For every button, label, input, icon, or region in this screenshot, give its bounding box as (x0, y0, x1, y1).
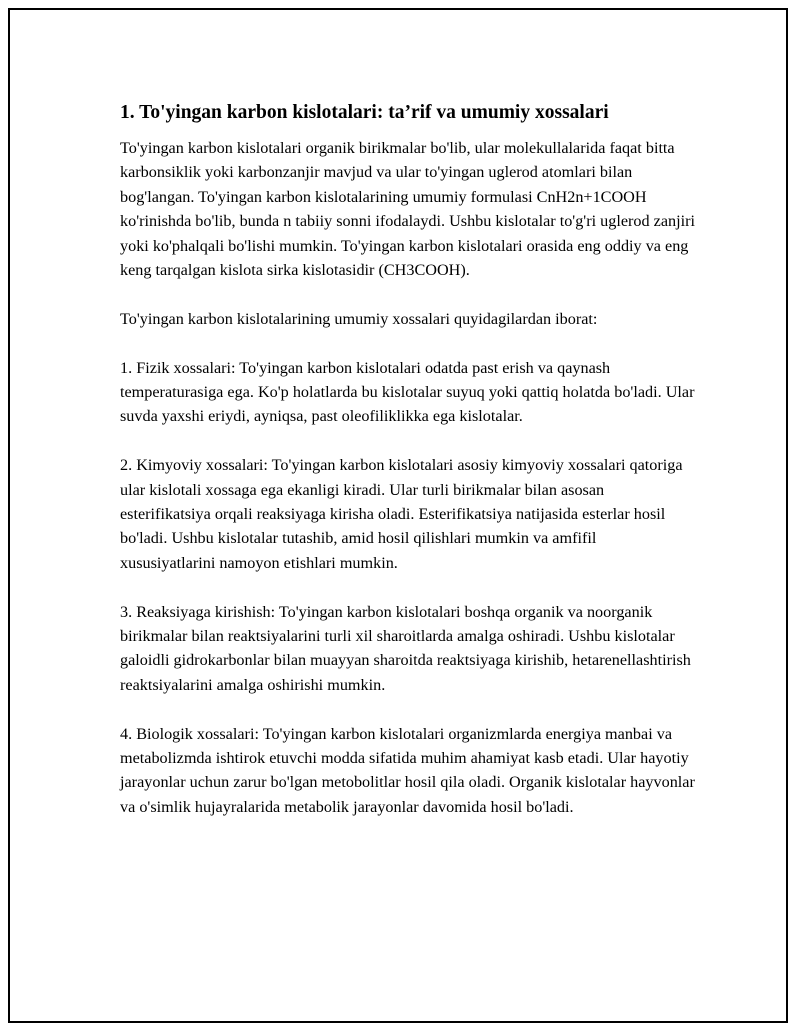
biological-properties-paragraph: 4. Biologik xossalari: To'yingan karbon kislotalari organizmlarda energiya manbai va metabolizmda ishtirok etuvchi modda sifatida muhim ahamiyat kasb etadi. Ular hayotiy jarayonlar uchun zarur bo'lgan metobolitlar hosil qila oladi. Organik kislotalar hayvonlar va o'simlik hujayralarida metabolik jarayonlar davomida hosil bo'ladi. (120, 724, 695, 816)
reactivity-paragraph: 3. Reaksiyaga kirishish: To'yingan karbon kislotalari boshqa organik va noorganik birikmalar bilan reaktsiyalarini turli xil sharoitlarda amalga oshiradi. Ushbu kislotalar galoidli gidrokarbonlar bilan muayyan sharoitda reaktsiyaga kirishib, hetarenellashtirish reaktsiyalarini amalga oshirishi mumkin. (120, 602, 691, 694)
chemical-properties-paragraph: 2. Kimyoviy xossalari: To'yingan karbon kislotalari asosiy kimyoviy xossalari qatoriga ular kislotali xossaga ega ekanligi kiradi. Ular turli birikmalar bilan asosan esterifikatsiya orqali reaksiyaga kirisha oladi. Esterifikatsiya natijasida esterlar hosil bo'ladi. Ushbu kislotalar tutashib, amid hosil qilishlari mumkin va amfifil xususiyatlarini namoyon etishlari mumkin. (120, 456, 683, 572)
intro-paragraph: To'yingan karbon kislotalari organik birikmalar bo'lib, ular molekullalarida faqat bitta karbonsiklik yoki karbonzanjir mavjud va ular to'yingan uglerod atomlari bilan bog'langan. To'yingan karbon kislotalarining umumiy formulasi CnH2n+1COOH ko'rinishda bo'lib, bunda n tabiiy sonni ifodalaydi. Ushbu kislotalar to'g'ri uglerod zanjiri yoki ko'phalqali bo'lishi mumkin. To'yingan karbon kislotalari orasida eng oddiy va eng keng tarqalgan kislota sirka kislotasidir (CH3COOH). (120, 139, 695, 280)
properties-intro-paragraph: To'yingan karbon kislotalarining umumiy xossalari quyidagilardan iborat: (120, 309, 598, 328)
document-body (120, 100, 695, 844)
section-heading: 1. To'yingan karbon kislotalari: ta’rif va umumiy xossalari (120, 102, 609, 123)
physical-properties-paragraph: 1. Fizik xossalari: To'yingan karbon kislotalari odatda past erish va qaynash temperaturasiga ega. Ko'p holatlarda bu kislotalar suyuq yoki qattiq holatda bo'ladi. Ular suvda yaxshi eriydi, ayniqsa, past oleofiliklikka ega kislotalar. (120, 358, 695, 426)
page-frame (8, 8, 788, 1023)
